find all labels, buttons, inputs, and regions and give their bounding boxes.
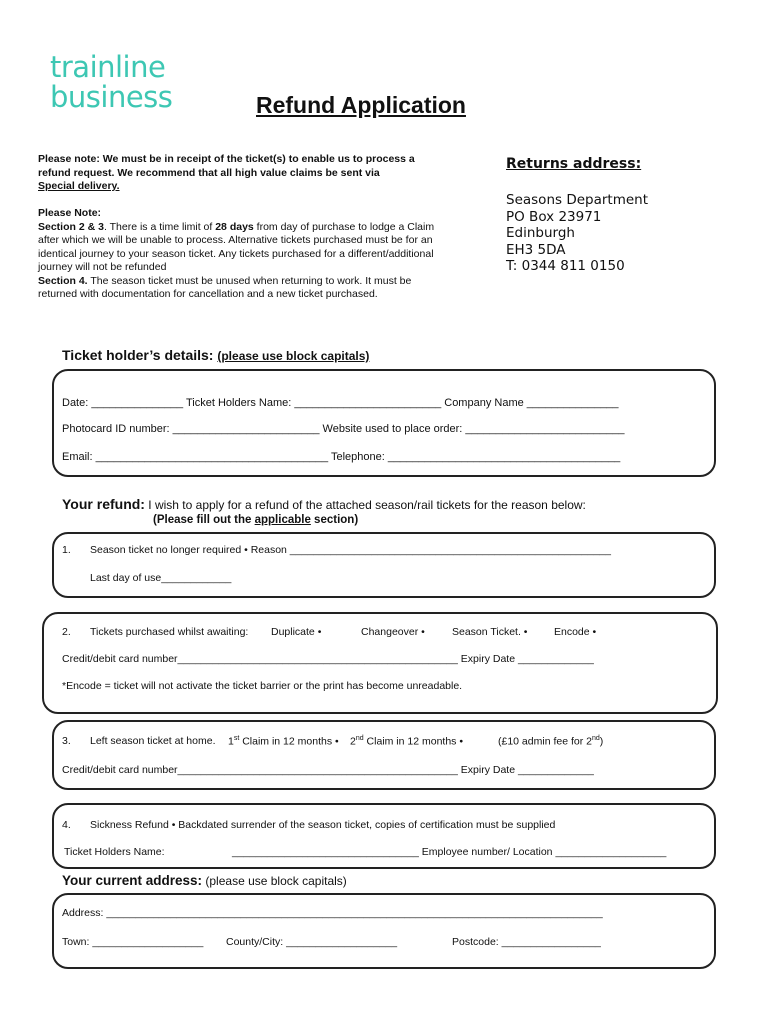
c1-sup: st [233, 735, 240, 742]
note-receipt [38, 153, 418, 194]
section-4-name-label: Ticket Holders Name: [64, 846, 165, 858]
option-changeover[interactable]: Changeover • [361, 626, 425, 638]
admin-fee-note [498, 735, 603, 748]
days-limit: 28 days [215, 220, 254, 233]
section-3-number: 3. [62, 735, 71, 747]
refund-text: I wish to apply for a refund of the attached season/rail tickets for the reason below: [144, 498, 586, 512]
section-23-label: Section 2 & 3 [38, 220, 104, 233]
county-field[interactable]: County/City: ___________________ [226, 936, 398, 948]
note-receipt-text: Please note: We must be in receipt of the ticket(s) to enable us to process a refund request. We recommend that all high value claims be sent via [38, 153, 415, 179]
fee-b: ) [599, 735, 604, 748]
section-3-label: Left season ticket at home. [90, 735, 216, 747]
refund-heading-label: Your refund: [62, 496, 145, 512]
section-1-reason-field[interactable]: Season ticket no longer required • Reason _______________________________________________________ [90, 544, 611, 556]
returns-address [506, 192, 648, 275]
option-season-ticket[interactable]: Season Ticket. • [452, 626, 528, 638]
address-box [52, 893, 716, 969]
holder-row-3[interactable]: Email: ______________________________________ Telephone: ______________________________________ [62, 451, 621, 463]
section-2-number: 2. [62, 626, 71, 638]
c2-sup: nd [355, 735, 364, 742]
returns-line: Seasons Department [506, 192, 649, 208]
returns-heading: Returns address: [506, 156, 642, 172]
option-duplicate[interactable]: Duplicate • [271, 626, 322, 638]
holder-sub: (please use block capitals) [217, 349, 370, 363]
refund-sub-b: section) [310, 514, 359, 526]
section-2-label: Tickets purchased whilst awaiting: [90, 626, 249, 638]
note2-label: Please Note: [38, 207, 102, 219]
option-encode[interactable]: Encode • [554, 626, 597, 638]
returns-line: PO Box 23971 [506, 208, 602, 225]
holder-row-1[interactable]: Date: _______________ Ticket Holders Name: ________________________ Company Name _______________ [62, 397, 619, 409]
refund-sub-applicable: applicable [254, 514, 311, 526]
returns-line: EH3 5DA [506, 241, 566, 258]
section-2-card-field[interactable]: Credit/debit card number________________________________________________ Expiry Date _____________ [62, 653, 594, 665]
c2-text: Claim in 12 months • [363, 735, 464, 748]
sec4-text: The season ticket must be unused when returning to work. It must be returned with documentation for cancellation and a new ticket purchased. [38, 274, 412, 300]
sickness-refund-option[interactable]: Sickness Refund • Backdated surrender of the season ticket, copies of certification must be supplied [90, 819, 556, 831]
special-delivery-text: Special delivery. [38, 180, 120, 192]
section-3-box [52, 720, 716, 790]
section-4-number: 4. [62, 819, 71, 831]
section-1-box [52, 532, 716, 598]
address-field[interactable]: Address: _____________________________________________________________________________________ [62, 907, 603, 919]
refund-sub [153, 514, 358, 526]
page-title: Refund Application [256, 92, 466, 118]
sec23-text-b: from day of purchase to lodge a Claim after which we will be unable to process. Alternative tickets purchased must be for an identical journey to your season ticket. Any tickets purchased for a different/additional journey will not be refunded [38, 220, 435, 273]
note-sections [38, 207, 438, 302]
address-sub: (please use block capitals) [202, 874, 347, 888]
c1-text: Claim in 12 months • [239, 735, 339, 748]
encode-note: *Encode = ticket will not activate the ticket barrier or the print has become unreadable. [62, 680, 463, 692]
address-heading-label: Your current address: [62, 873, 203, 888]
section-1-number: 1. [62, 544, 71, 556]
section-1-last-day-field[interactable]: Last day of use____________ [90, 572, 232, 584]
address-heading [62, 873, 347, 888]
returns-line: Edinburgh [506, 225, 575, 241]
logo-line-2: business [50, 80, 173, 114]
holder-details-box [52, 369, 716, 477]
fee-sup: nd [591, 735, 600, 742]
fee-a: (£10 admin fee for 2 [498, 735, 592, 748]
c1-num: 1 [228, 735, 234, 748]
section-4-box [52, 803, 716, 869]
trainline-business-logo [50, 52, 172, 112]
option-second-claim[interactable] [350, 735, 463, 748]
option-first-claim[interactable] [228, 735, 339, 748]
section-4-name-field[interactable]: ________________________________ Employee number/ Location ___________________ [232, 846, 667, 858]
c2-num: 2 [350, 735, 356, 748]
holder-heading [62, 347, 369, 363]
refund-sub-a: (Please fill out the [153, 514, 255, 526]
holder-heading-text: Ticket holder’s details: [62, 347, 214, 363]
section-2-box [42, 612, 718, 714]
holder-row-2[interactable]: Photocard ID number: ________________________ Website used to place order: __________________________ [62, 423, 625, 435]
sec23-text-a: . There is a time limit of [103, 220, 216, 233]
refund-heading [62, 496, 586, 512]
postcode-field[interactable]: Postcode: _________________ [452, 936, 601, 948]
returns-line: T: 0344 811 0150 [506, 258, 625, 274]
logo-line-1: trainline [50, 50, 166, 84]
section-3-card-field[interactable]: Credit/debit card number________________________________________________ Expiry Date _____________ [62, 764, 594, 776]
town-field[interactable]: Town: ___________________ [62, 936, 204, 948]
section-4-label: Section 4. [38, 274, 88, 287]
